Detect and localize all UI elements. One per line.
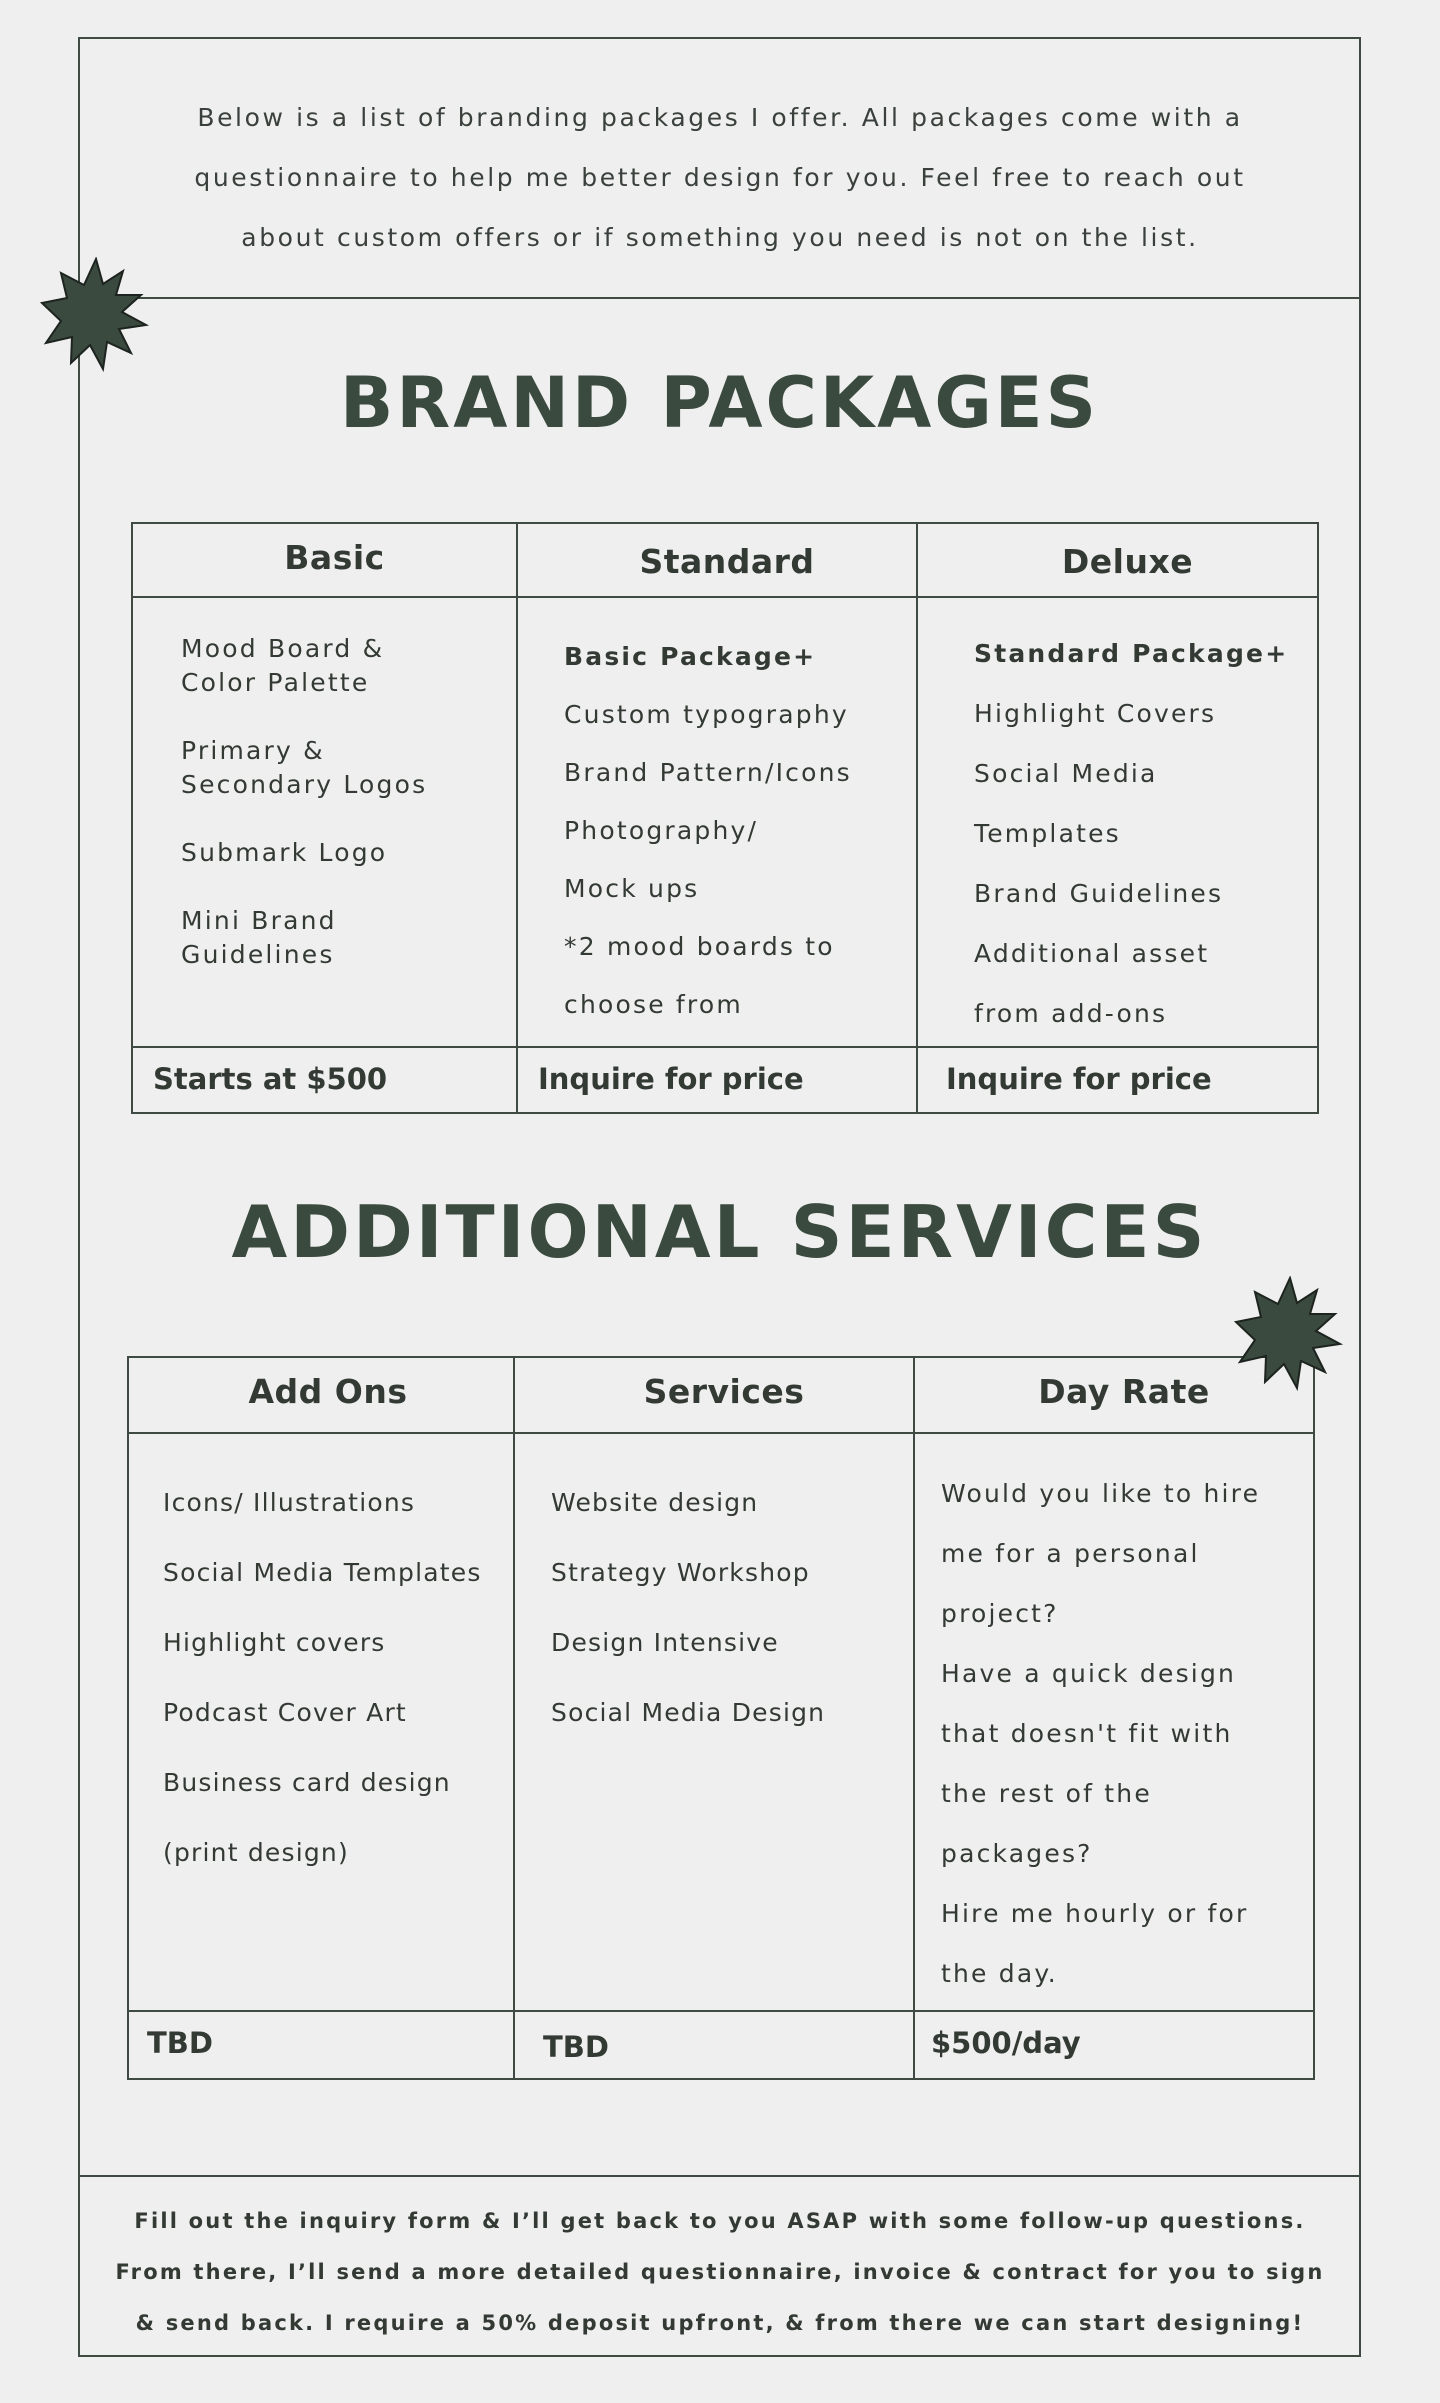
column-header-services: Services <box>514 1357 914 1433</box>
footer-line: From there, I’ll send a more detailed questionnaire, invoice & contract for you to sign <box>115 2260 1325 2284</box>
standard-price: Inquire for price <box>517 1047 917 1113</box>
column-header-basic: Basic <box>132 523 517 597</box>
divider-top <box>78 297 1361 299</box>
column-header-deluxe: Deluxe <box>917 523 1318 597</box>
list-item: Color Palette <box>181 668 370 697</box>
standard-items <box>517 597 917 1047</box>
divider-bottom <box>78 2175 1361 2177</box>
services-items <box>514 1433 914 2011</box>
list-item: me for a personal <box>941 1539 1200 1568</box>
list-item: Highlight Covers <box>974 699 1217 728</box>
footer-line: Fill out the inquiry form & I’ll get back to you ASAP with some follow-up questions. <box>134 2209 1306 2233</box>
list-item: Photography/ <box>564 816 759 845</box>
list-item: Business card design <box>163 1768 451 1797</box>
brand-packages-title: BRAND PACKAGES <box>339 362 1100 444</box>
list-item: Secondary Logos <box>181 770 428 799</box>
list-item: Mood Board & <box>181 634 385 663</box>
list-item: Have a quick design <box>941 1659 1237 1688</box>
list-item: Design Intensive <box>551 1628 779 1657</box>
list-item: Submark Logo <box>181 838 388 867</box>
footer-line: & send back. I require a 50% deposit upfront, & from there we can start designing! <box>135 2311 1305 2335</box>
column-header-standard: Standard <box>517 523 917 597</box>
list-item: Guidelines <box>181 940 335 969</box>
services-price: TBD <box>514 2011 914 2079</box>
list-item: Social Media <box>974 759 1158 788</box>
list-item: Brand Guidelines <box>974 879 1224 908</box>
basic-items <box>132 597 517 1047</box>
list-item: Brand Pattern/Icons <box>564 758 852 787</box>
list-item: Mock ups <box>564 874 700 903</box>
list-item: Podcast Cover Art <box>163 1698 407 1727</box>
list-item: that doesn't fit with <box>941 1719 1233 1748</box>
list-item: the day. <box>941 1959 1058 1988</box>
list-item: Custom typography <box>564 700 849 729</box>
list-item: (print design) <box>163 1838 349 1867</box>
add-ons-price: TBD <box>128 2011 514 2079</box>
intro-line: about custom offers or if something you need is not on the list. <box>241 223 1199 252</box>
starburst-icon <box>1228 1276 1352 1400</box>
add-ons-items <box>128 1433 514 2011</box>
list-item: Website design <box>551 1488 759 1517</box>
list-item: project? <box>941 1599 1059 1628</box>
list-item: Social Media Design <box>551 1698 826 1727</box>
list-item: Templates <box>974 819 1121 848</box>
list-item: Basic Package+ <box>564 642 817 671</box>
deluxe-items <box>917 597 1318 1047</box>
list-item: Social Media Templates <box>163 1558 482 1587</box>
list-item: packages? <box>941 1839 1093 1868</box>
list-item: Would you like to hire <box>941 1479 1261 1508</box>
deluxe-price: Inquire for price <box>917 1047 1318 1113</box>
list-item: Strategy Workshop <box>551 1558 810 1587</box>
list-item: *2 mood boards to <box>564 932 835 961</box>
list-item: Hire me hourly or for <box>941 1899 1249 1928</box>
list-item: from add-ons <box>974 999 1168 1028</box>
column-header-add-ons: Add Ons <box>128 1357 514 1433</box>
list-item: Highlight covers <box>163 1628 386 1657</box>
brand-packages-table <box>131 522 1319 1114</box>
list-item: the rest of the <box>941 1779 1152 1808</box>
additional-services-title: ADDITIONAL SERVICES <box>231 1190 1208 1274</box>
day-rate-items <box>914 1433 1314 2011</box>
additional-services-table <box>127 1356 1315 2080</box>
footer-text <box>100 2196 1340 2349</box>
list-item: Additional asset <box>974 939 1210 968</box>
basic-price: Starts at $500 <box>132 1047 517 1113</box>
list-item: Standard Package+ <box>974 639 1289 668</box>
intro-line: questionnaire to help me better design for you. Feel free to reach out <box>194 163 1246 192</box>
column-header-day-rate: Day Rate <box>914 1357 1314 1433</box>
day-rate-price: $500/day <box>914 2011 1314 2079</box>
list-item: Mini Brand <box>181 906 337 935</box>
list-item: Primary & <box>181 736 325 765</box>
intro-line: Below is a list of branding packages I offer. All packages come with a <box>197 103 1243 132</box>
intro-text <box>120 88 1320 268</box>
list-item: Icons/ Illustrations <box>163 1488 416 1517</box>
list-item: choose from <box>564 990 743 1019</box>
